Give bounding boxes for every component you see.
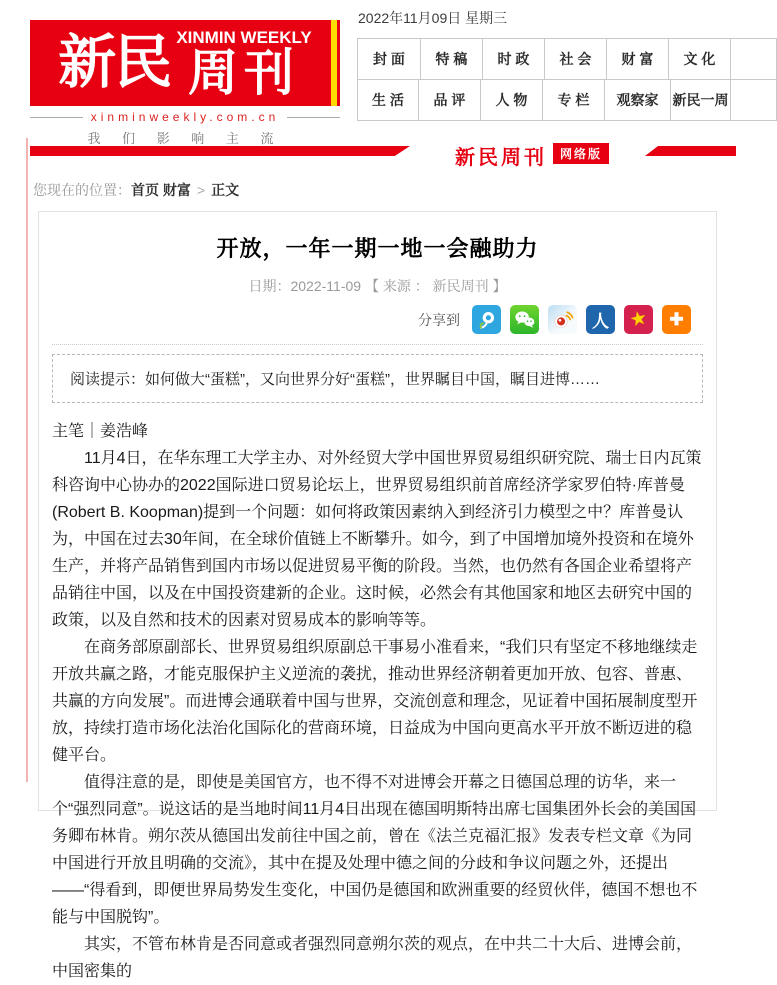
logo-cn-right: 周刊 xyxy=(188,45,300,101)
qzone-icon[interactable] xyxy=(624,305,653,334)
reading-tip-box xyxy=(52,354,703,403)
share-more-icon[interactable] xyxy=(662,305,691,334)
sina-weibo-glyph xyxy=(551,308,574,331)
paragraph: 在商务部原副部长、世界贸易组织原副总干事易小准看来，“我们只有坚定不移地继续走开放共赢之路，才能克服保护主义逆流的袭扰，推动世界经济朝着更加开放、包容、普惠、共赢的方向发展”。而进博会通联着中国与世界，交流创意和理念，见证着中国拓展制度型开放，持续打造市场化法治化国际化的营商环境，日益成为中国向更高水平开放不断迈进的稳健平台。 xyxy=(52,639,698,764)
qzone-star-glyph: ★ xyxy=(627,307,650,332)
sina-weibo-icon[interactable] xyxy=(548,305,577,334)
nav-item-feature[interactable]: 特 稿 xyxy=(420,39,482,79)
article-body xyxy=(52,418,703,985)
nav-item-review[interactable]: 品 评 xyxy=(418,80,480,120)
logo-slogan: 我 们 影 响 主 流 xyxy=(87,131,283,146)
tencent-weibo-glyph xyxy=(476,309,498,331)
logo-website-row xyxy=(30,110,340,124)
page-date: 2022年11月09日 星期三 xyxy=(358,10,508,26)
tencent-weibo-icon[interactable] xyxy=(472,305,501,334)
nav-item-clipped-2[interactable] xyxy=(730,80,776,120)
wechat-icon[interactable] xyxy=(510,305,539,334)
nav-item-politics[interactable]: 时 政 xyxy=(482,39,544,79)
web-edition-badge: 网络版 xyxy=(553,143,609,164)
main-nav xyxy=(357,38,777,121)
nav-item-culture[interactable]: 文 化 xyxy=(668,39,730,79)
article-dateline: 日期：2022-11-09 【 来源 ： 新民周刊 】 xyxy=(248,278,507,294)
breadcrumb xyxy=(33,180,239,200)
nav-item-cover[interactable]: 封 面 xyxy=(373,51,405,67)
logo-en-text: XINMIN WEEKLY xyxy=(176,28,312,47)
renren-icon[interactable] xyxy=(586,305,615,334)
wechat-glyph xyxy=(513,308,536,331)
article-container xyxy=(38,211,717,980)
renren-glyph: 人 xyxy=(592,312,609,331)
nav-item-clipped-1[interactable] xyxy=(730,39,776,79)
divider xyxy=(287,117,340,118)
nav-row-1 xyxy=(357,38,777,80)
paragraph: 11月4日，在华东理工大学主办、对外经贸大学中国世界贸易组织研究院、瑞士日内瓦策科咨询中心协办的2022国际进口贸易论坛上，世界贸易组织前首席经济学家罗伯特·库普曼(Robert B. Koopman)提到一个问题：如何将政策因素纳入到经济引力模型之中？库普曼认为，中国在过去30年间，在全球价值链上不断攀升。如今，到了中国增加境外投资和在境外生产，并将产品销售到国内市场以促进贸易平衡的阶段。当然，也仍然有各国企业希望将产品销往中国，以及在中国投资建新的企业。这时候，必然会有其他国家和地区去研究中国的政策，以及自然和技术的因素对贸易成本的影响等等。 xyxy=(52,450,702,629)
plus-glyph: ✚ xyxy=(669,309,684,329)
nav-item-people[interactable]: 人 物 xyxy=(480,80,542,120)
divider xyxy=(30,117,83,118)
xinmin-weekly-logo[interactable] xyxy=(30,20,340,106)
byline: 主笔｜姜浩峰 xyxy=(52,423,149,440)
share-bar xyxy=(52,305,703,345)
banner-title: 新民周刊 xyxy=(455,147,547,169)
nav-row-2 xyxy=(357,80,777,121)
reading-tip-text: 阅读提示：如何做大“蛋糕”，又向世界分好“蛋糕”，世界瞩目中国，瞩目进博…… xyxy=(70,371,600,388)
logo-website-url[interactable]: xinminweekly.com.cn xyxy=(90,110,280,124)
breadcrumb-prefix: 您现在的位置： xyxy=(33,182,131,198)
paragraph: 值得注意的是，即使是美国官方，也不得不对进博会开幕之日德国总理的访华，来一个“强烈同意”。说这话的是当地时间11月4日出现在德国明斯特出席七国集团外长会的美国国务卿布林肯。朔尔茨从德国出发前往中国之前，曾在《法兰克福汇报》发表专栏文章《为同中国进行开放且明确的交流》，其中在提及处理中德之间的分歧和争议问题之外，还提出——“得看到，即便世界局势发生变化，中国仍是德国和欧洲重要的经贸伙伴，德国不想也不能与中国脱钩”。 xyxy=(52,774,698,926)
breadcrumb-current: 正文 xyxy=(211,182,240,198)
share-label: 分享到 xyxy=(418,311,460,328)
nav-item-life[interactable]: 生 活 xyxy=(372,92,404,108)
breadcrumb-links[interactable]: 首页 财富 xyxy=(131,182,191,198)
article-title: 开放，一年一期一地一会融助力 xyxy=(216,236,539,261)
nav-item-observer[interactable]: 观察家 xyxy=(604,80,670,120)
banner-bar-right xyxy=(645,146,736,156)
nav-item-fortune[interactable]: 财 富 xyxy=(606,39,668,79)
breadcrumb-separator: > xyxy=(196,182,206,198)
left-accent-line xyxy=(26,138,28,782)
logo-yellow-stripe xyxy=(331,20,337,106)
paragraph: 其实，不管布林肯是否同意或者强烈同意朔尔茨的观点，在中共二十大后、进博会前，中国密集的 xyxy=(52,936,693,980)
nav-item-xinmin-week[interactable]: 新民一周 xyxy=(670,80,730,120)
nav-item-column[interactable]: 专 栏 xyxy=(542,80,604,120)
logo-cn-left: 新民 xyxy=(58,30,171,95)
banner-bar-left xyxy=(30,146,410,156)
nav-item-society[interactable]: 社 会 xyxy=(544,39,606,79)
web-edition-banner xyxy=(0,141,736,169)
